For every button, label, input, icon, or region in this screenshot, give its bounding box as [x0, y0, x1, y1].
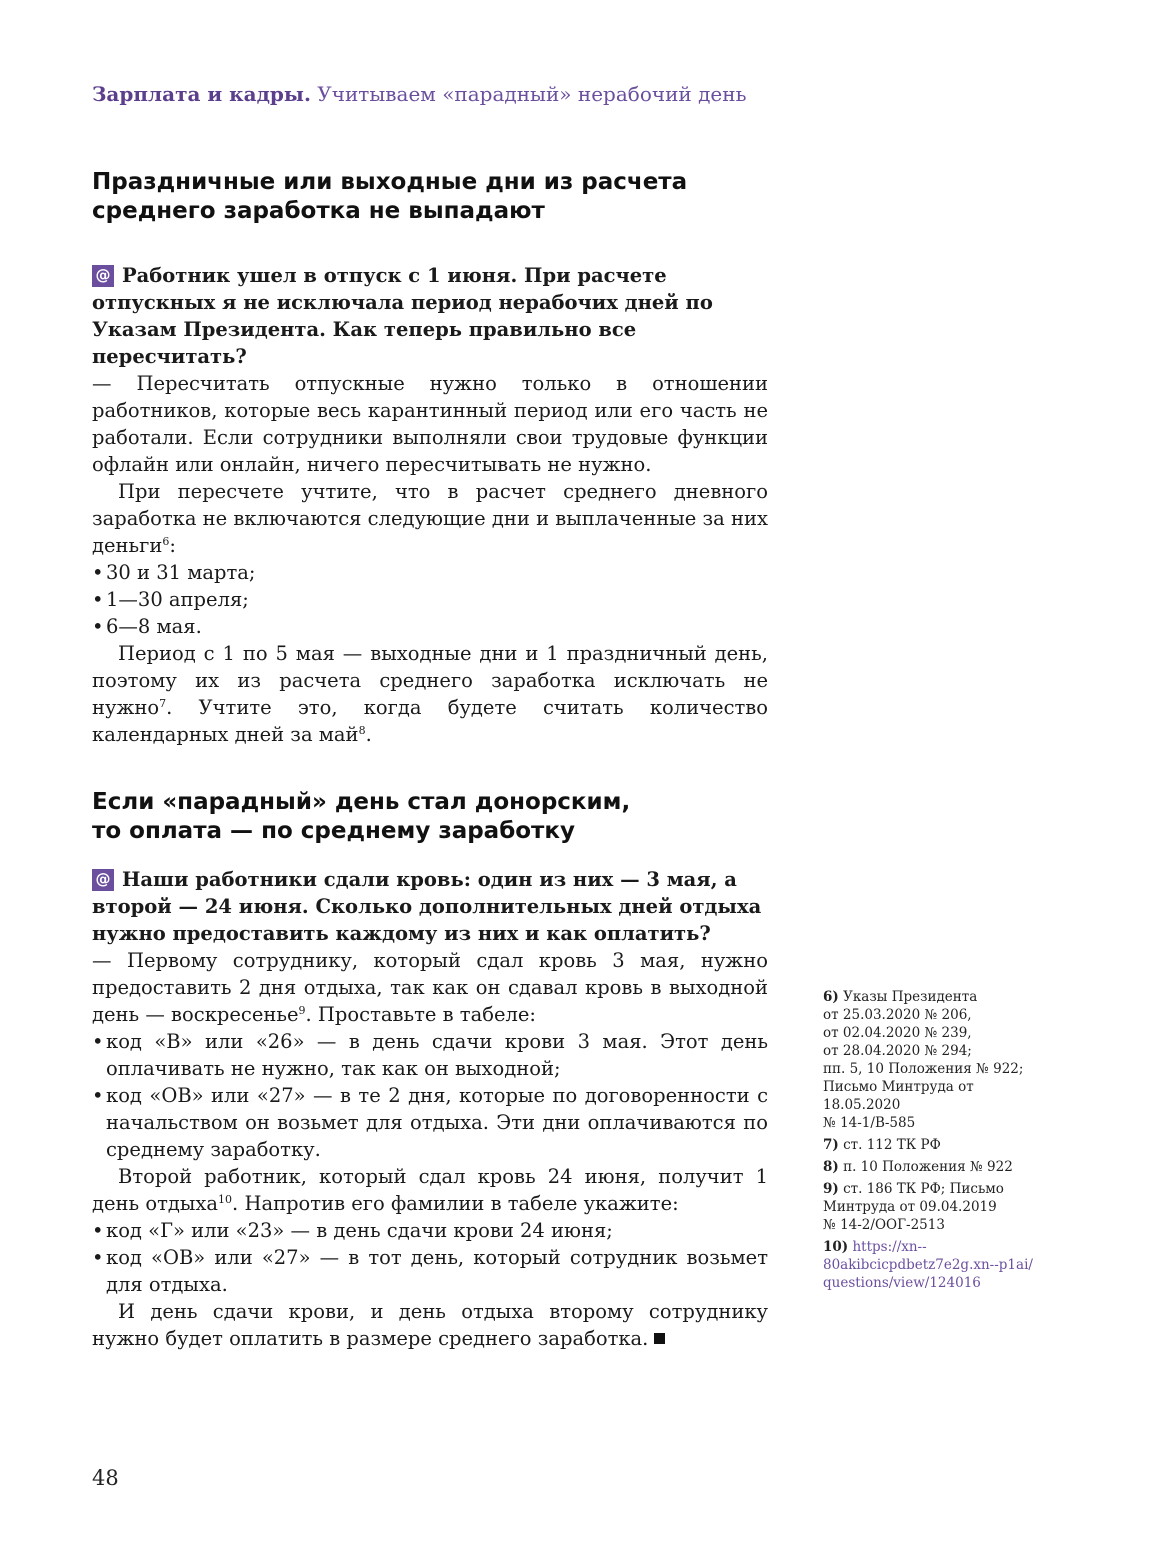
answer-paragraph	[92, 640, 768, 748]
list-item: • код «ОВ» или «27» — в те 2 дня, которые по договоренности с начальством он возьмет для отдыха. Эти дни оплачиваются по среднему заработку.	[92, 1082, 768, 1163]
answer-text: . Проставьте в табеле:	[305, 1003, 536, 1026]
answer-paragraph	[92, 1298, 768, 1352]
answer-text: — Первому сотруднику, который сдал кровь 3 мая, нужно предоставить 2 дня отдыха, так как он сдавал кровь в выходной день — воскресенье	[92, 949, 768, 1026]
list-item: • код «Г» или «23» — в день сдачи крови 24 июня;	[92, 1217, 768, 1244]
answer-text: И день сдачи крови, и день отдыха второму сотруднику нужно будет оплатить в размере среднего заработка.	[92, 1300, 768, 1350]
link-line[interactable]: 80akibcicpdbetz7e2g.xn--p1ai/	[823, 1257, 1033, 1273]
footnote-line: № 14-1/В-585	[823, 1115, 916, 1131]
at-icon: @	[92, 265, 114, 287]
answer-text: . Напротив его фамилии в табеле укажите:	[232, 1192, 679, 1215]
answer-text: Период с 1 по 5 мая — выходные дни и 1 праздничный день, поэтому их из расчета среднего заработка исключать не нужно	[92, 642, 768, 719]
footnote-6	[823, 988, 1053, 1132]
article-2-question	[92, 866, 768, 947]
answer-paragraph	[92, 478, 768, 559]
footnotes-column	[823, 988, 1053, 1296]
question-text: Работник ушел в отпуск с 1 июня. При расчете отпускных я не исключала период нерабочих дней по Указам Президента. Как теперь правильно все пересчитать?	[92, 264, 713, 368]
footnote-ref[interactable]: 6	[162, 535, 170, 548]
title-line: Если «парадный» день стал донорским,	[92, 789, 631, 815]
list-item: • код «ОВ» или «27» — в тот день, который сотрудник возьмет для отдыха.	[92, 1244, 768, 1298]
footnote-9	[823, 1180, 1053, 1234]
list-item: • 6—8 мая.	[92, 613, 768, 640]
question-text: Наши работники сдали кровь: один из них — 3 мая, а второй — 24 июня. Сколько дополнительных дней отдыха нужно предоставить каждому из них и как оплатить?	[92, 868, 762, 945]
answer-paragraph	[92, 947, 768, 1028]
footnote-line: Минтруда от 09.04.2019	[823, 1199, 997, 1215]
main-column	[92, 168, 768, 1352]
footnote-number: 10)	[823, 1239, 849, 1255]
footnote-ref[interactable]: 7	[159, 697, 167, 710]
title-line: среднего заработка не выпадают	[92, 198, 545, 224]
footnote-line: ст. 112 ТК РФ	[843, 1137, 941, 1153]
footnote-number: 7)	[823, 1137, 839, 1153]
footnote-line: от 28.04.2020 № 294;	[823, 1043, 972, 1059]
footnote-line: от 02.04.2020 № 239,	[823, 1025, 972, 1041]
footnote-line: от 25.03.2020 № 206,	[823, 1007, 972, 1023]
answer-text: .	[365, 723, 372, 746]
title-line: то оплата — по среднему заработку	[92, 818, 575, 844]
article-1-question	[92, 262, 768, 370]
answer-text: При пересчете учтите, что в расчет среднего дневного заработка не включаются следующие дни и выплаченные за них деньги	[92, 480, 768, 557]
footnote-number: 8)	[823, 1159, 839, 1175]
footnote-ref[interactable]: 9	[298, 1004, 306, 1017]
link-line[interactable]: questions/view/124016	[823, 1275, 981, 1291]
timesheet-codes-list-2	[92, 1217, 768, 1298]
section-title: Зарплата и кадры.	[92, 82, 311, 106]
footnote-line: п. 10 Положения № 922	[843, 1159, 1013, 1175]
answer-paragraph	[92, 370, 768, 478]
footnote-ref[interactable]: 8	[358, 724, 366, 737]
topic-title: Учитываем «парадный» нерабочий день	[317, 82, 747, 106]
page-number: 48	[92, 1466, 119, 1490]
footnote-line: Письмо Минтруда от 18.05.2020	[823, 1079, 974, 1113]
answer-text: :	[169, 534, 176, 557]
end-of-article-square-icon	[654, 1333, 665, 1344]
list-item: • 30 и 31 марта;	[92, 559, 768, 586]
footnote-link[interactable]	[823, 1239, 1033, 1291]
answer-text: — Пересчитать отпускные нужно только в отношении работников, которые весь карантинный период или его часть не работали. Если сотрудники выполняли свои трудовые функции офлайн или онлайн, ничего пересчитывать не нужно.	[92, 372, 768, 476]
article-1-title	[92, 168, 768, 226]
timesheet-codes-list	[92, 1028, 768, 1163]
title-line: Праздничные или выходные дни из расчета	[92, 169, 688, 195]
footnote-8	[823, 1158, 1053, 1176]
article-2-title	[92, 788, 768, 846]
footnote-ref[interactable]: 10	[218, 1193, 233, 1206]
footnote-number: 6)	[823, 989, 839, 1005]
list-item: • 1—30 апреля;	[92, 586, 768, 613]
list-item: • код «В» или «26» — в день сдачи крови 3 мая. Этот день оплачивать не нужно, так как он выходной;	[92, 1028, 768, 1082]
footnote-line: Указы Президента	[843, 989, 978, 1005]
at-icon: @	[92, 869, 114, 891]
link-line[interactable]: https://xn--	[852, 1239, 927, 1255]
footnote-10	[823, 1238, 1053, 1292]
footnote-line: пп. 5, 10 Положения № 922;	[823, 1061, 1024, 1077]
answer-text: Второй работник, который сдал кровь 24 июня, получит 1 день отдыха	[92, 1165, 768, 1215]
footnote-7	[823, 1136, 1053, 1154]
footnote-number: 9)	[823, 1181, 839, 1197]
excluded-days-list	[92, 559, 768, 640]
running-header	[92, 82, 746, 106]
footnote-line: № 14-2/ООГ-2513	[823, 1217, 945, 1233]
answer-text: . Учтите это, когда будете считать количество календарных дней за май	[92, 696, 768, 746]
answer-paragraph	[92, 1163, 768, 1217]
footnote-line: ст. 186 ТК РФ; Письмо	[843, 1181, 1004, 1197]
